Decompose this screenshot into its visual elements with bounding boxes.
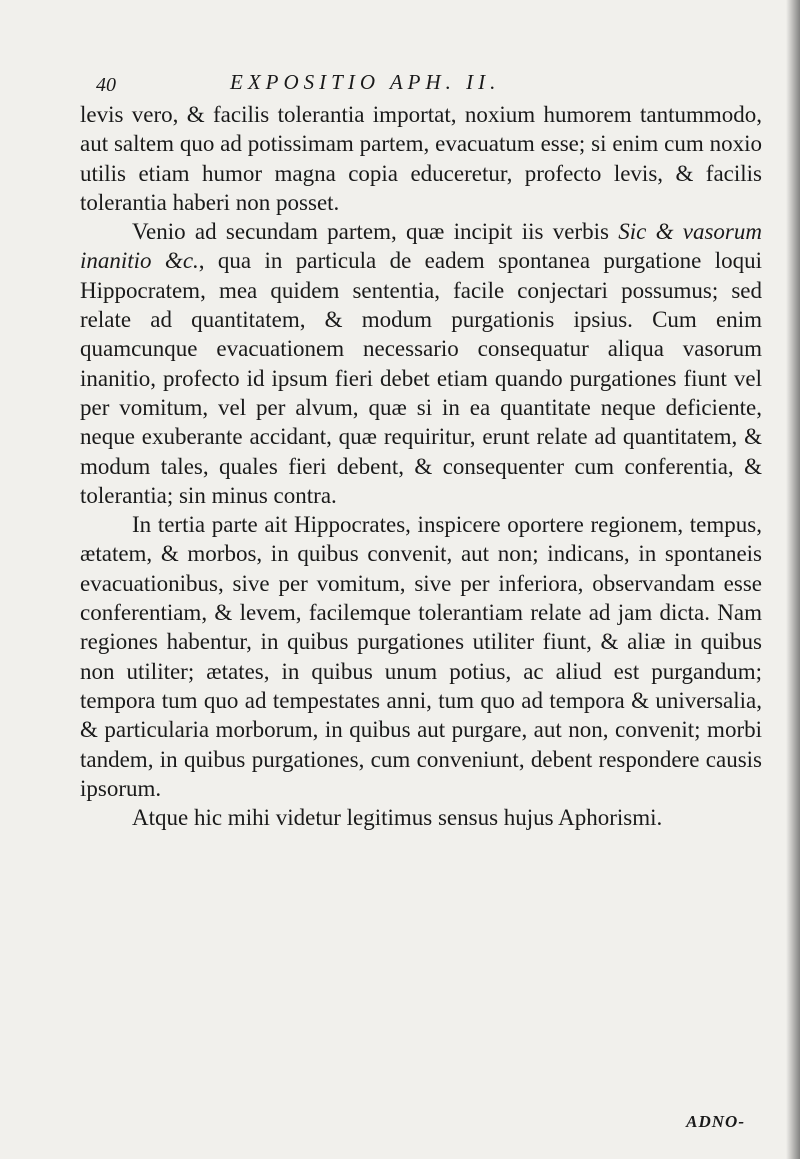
paragraph-4 xyxy=(80,803,762,832)
page-edge-shadow xyxy=(786,0,800,1159)
paragraph-1 xyxy=(80,100,762,217)
text-segment: , qua in particula de eadem spontanea purgatione loqui Hippocratem, mea quidem sententia, facile conjectari possumus; sed relate ad quantitatem, & modum purgationis ipsius. Cum enim quamcunque evacuationem necessario consequatur aliqua vasorum inanitio, profecto id ipsum fieri debet etiam quando purgationes fiunt vel per vomitum, vel per alvum, quæ si in ea quantitate neque deficiente, neque exuberante accidant, quæ requiritur, erunt relate ad quantitatem, & modum tales, quales fieri debent, & consequenter cum conferentia, & tolerantia; sin minus contra. xyxy=(80,248,762,508)
show-through-bleed xyxy=(70,945,770,975)
page-header xyxy=(90,68,770,98)
text-segment: In tertia parte ait Hippocrates, inspicere oportere regionem, tempus, ætatem, & morbos, in quibus convenit, aut non; indicans, in spontaneis evacuationibus, sive per vomitum, sive per inferiora, observandam esse conferentiam, & levem, facilemque tolerantiam relate ad jam dicta. Nam regiones habentur, in quibus purgationes utiliter fiunt, & aliæ in quibus non utiliter; ætates, in quibus unum potius, ac aliud est purgandum; tempora tum quo ad tempestates anni, tum quo ad tempora & universalia, & particularia morborum, in quibus aut purgare, aut non, convenit; morbi tandem, in quibus purgationes, cum conveniunt, debent respondere causis ipsorum. xyxy=(80,512,762,801)
text-segment: levis vero, & facilis tolerantia importat, noxium humorem tantummodo, aut saltem quo ad potissimam partem, evacuatum esse; si enim cum noxio utilis etiam humor magna copia educeretur, profecto levis, & facilis tolerantia haberi non posset. xyxy=(80,102,762,215)
text-segment: Atque hic mihi videtur legitimus sensus hujus Aphorismi. xyxy=(132,805,663,831)
catchword: ADNO- xyxy=(686,1112,745,1131)
running-head: EXPOSITIO APH. II. xyxy=(230,70,501,94)
text-segment: Venio ad secundam partem, quæ incipit iis verbis xyxy=(132,219,619,245)
paragraph-3 xyxy=(80,510,762,803)
paragraph-2 xyxy=(80,217,762,510)
italic-text-segment: Sic & vasorum inanitio &c. xyxy=(80,219,762,274)
page-number: 40 xyxy=(96,74,116,96)
body-text xyxy=(80,100,762,832)
